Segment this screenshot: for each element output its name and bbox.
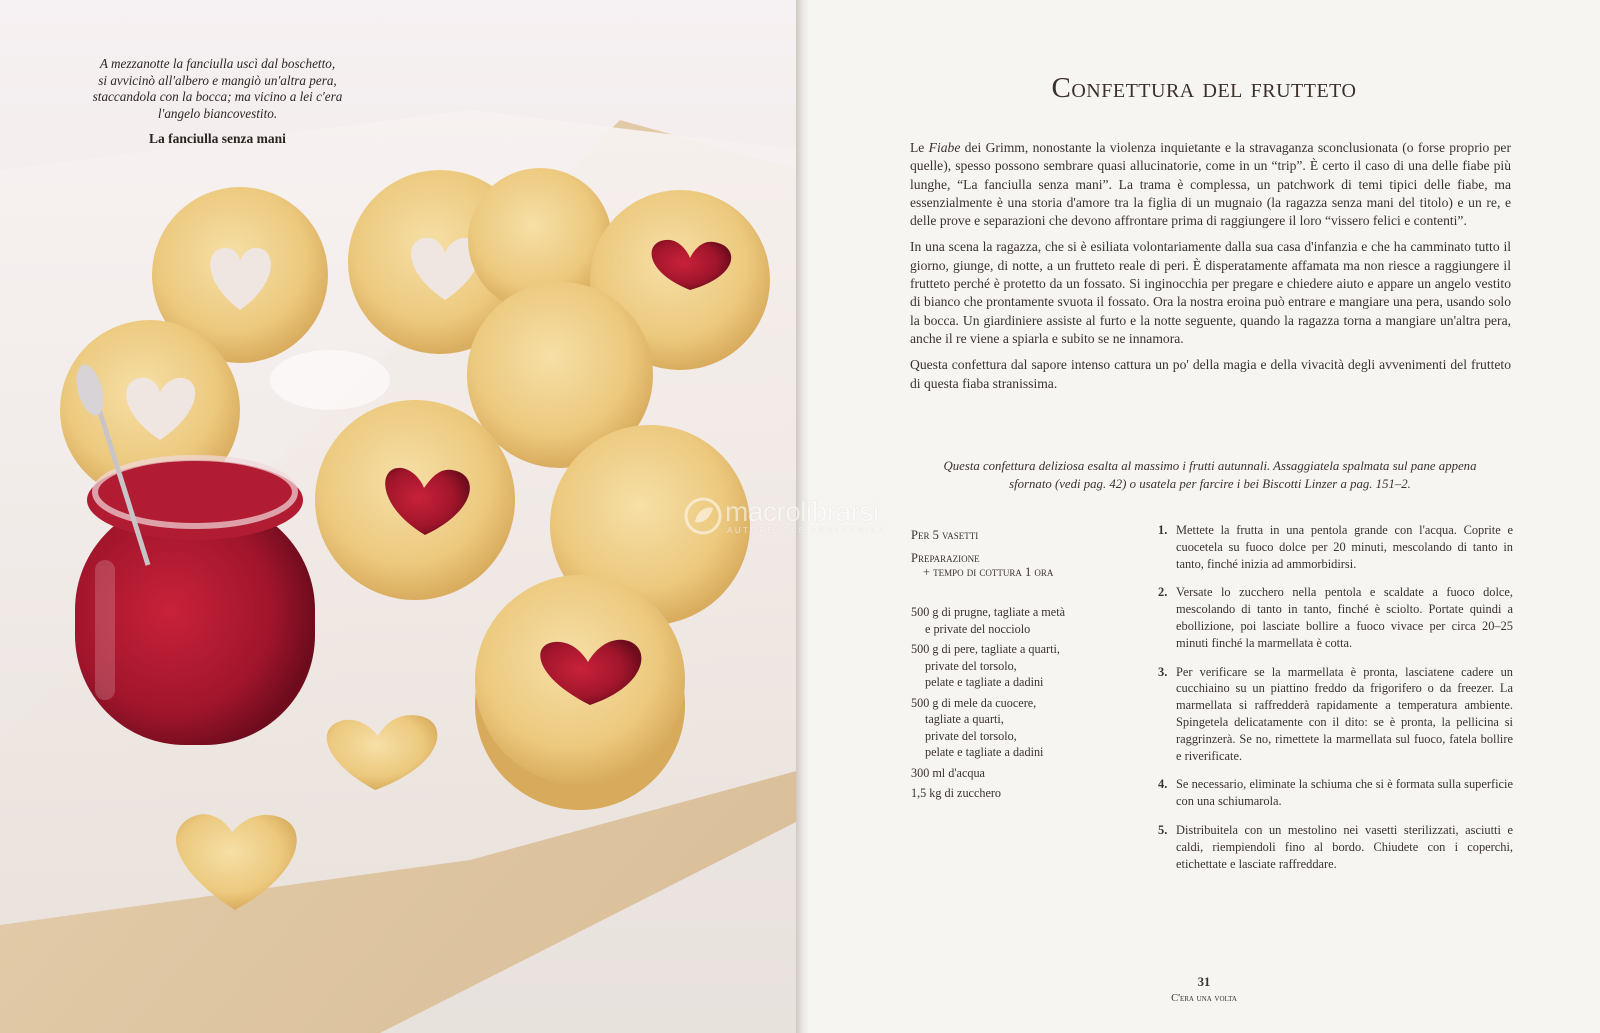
- intro-italic-word: Fiabe: [928, 140, 961, 155]
- ingredient-line: tagliate a quarti,: [925, 712, 1004, 726]
- step-number: 2.: [1158, 585, 1168, 600]
- ingredient-line: private del torsolo,: [925, 728, 1017, 743]
- epigraph-line: staccandola con la bocca; ma vicino a lei c'era: [92, 89, 343, 104]
- ingredient-list: [911, 604, 1131, 806]
- ingredient-line: 300 ml d'acqua: [911, 765, 985, 780]
- ingredient-line: private del torsolo,: [925, 658, 1017, 673]
- ingredient-line: 500 g di prugne, tagliate a metà: [911, 605, 1065, 619]
- ingredient-line: 1,5 kg di zucchero: [911, 786, 1002, 800]
- list-item: [1158, 776, 1513, 810]
- step-text: Mettete la frutta in una pentola grande con l'acqua. Coprite e cuocetela su fuoco dolce per 20 minuti, mescolando di tanto in tanto, finché inizia ad ammorbidirsi.: [1176, 523, 1513, 571]
- list-item: [911, 765, 1131, 782]
- ingredient-line: 500 g di mele da cuocere,: [911, 695, 1037, 710]
- list-item: [1158, 664, 1513, 765]
- step-number: 4.: [1158, 777, 1168, 792]
- ingredient-line: pelate e tagliate a dadini: [925, 675, 1044, 689]
- step-text: Per verificare se la marmellata è pronta, lasciatene cadere un cucchiaino su un piattino freddo da frigorifero o da freezer. La marmellata si raffredderà rapidamente a temperatura ambiente. Spingetela delicatamente con il dito: se è pronta, la pellicina si raggrinzerà. Se no, rimettete la marmellata sul fuoco, fatela bollire e riverificate.: [1176, 664, 1513, 763]
- recipe-yield: Per 5 vasetti: [911, 528, 979, 542]
- list-item: [911, 695, 1131, 761]
- epigraph-line: si avvicinò all'albero e mangiò un'altra pera,: [98, 72, 337, 88]
- intro-text: Le: [910, 140, 929, 155]
- intro-paragraph: [910, 139, 1511, 230]
- epigraph: [70, 56, 365, 147]
- leaf-logo-icon: [683, 496, 723, 536]
- prep-time: + tempo di cottura 1 ora: [923, 565, 1054, 579]
- step-number: 1.: [1158, 523, 1168, 537]
- ingredient-line: 500 g di pere, tagliate a quarti,: [911, 642, 1060, 656]
- running-head: C'era una volta: [1171, 993, 1237, 1004]
- watermark-text: macrolibrarsi: [725, 496, 879, 527]
- list-item: [911, 785, 1131, 802]
- intro-paragraph: In una scena la ragazza, che si è esiliata volontariamente dalla sua casa d'infanzia e che ha camminato tutto il giorno, giunge, di notte, a un frutteto reale di peri. È disperatamente affamata ma non riesce a raggiungere il frutteto perché è protetto da un fossato. Si inginocchia per pregare e chiedere aiuto e appare un angelo vestito di bianco che prontamente svuota il fossato. Ora la nostra eroina può entrare e mangiare una pera, usando solo la bocca. Un giardiniere assiste al furto e la notte seguente, quando la ragazza torna a mangiare un'altra pera, anche il re viene a spiarla e subito se ne innamora.: [910, 239, 1511, 346]
- list-item: [1158, 822, 1513, 872]
- recipe-title: Confettura del frutteto: [1051, 72, 1357, 104]
- list-item: [911, 641, 1131, 691]
- step-number: 5.: [1158, 822, 1168, 837]
- recipe-intro: [910, 139, 1511, 401]
- epigraph-text: [70, 56, 365, 122]
- list-item: [1158, 584, 1513, 651]
- epigraph-source: La fanciulla senza mani: [149, 131, 286, 146]
- list-item: [1158, 522, 1513, 572]
- ingredient-line: e private del nocciolo: [925, 621, 1031, 636]
- intro-paragraph: Questa confettura dal sapore intenso cattura un po' della magia e della vivacità degli avvenimenti del frutteto di questa fiaba stranissima.: [910, 357, 1511, 391]
- epigraph-line: l'angelo biancovestito.: [157, 105, 278, 121]
- prep-label: Preparazione: [911, 551, 980, 565]
- method-steps: [1158, 522, 1513, 884]
- recipe-note: Questa confettura deliziosa esalta al massimo i frutti autunnali. Assaggiatela spalmata sul pane appena sfornato (vedi pag. 42) o usatela per farcire i bei Biscotti Linzer a pag. 151–2.: [943, 459, 1477, 491]
- step-text: Distribuitela con un mestolino nei vasetti sterilizzati, asciutti e caldi, riempiendoli fino al bordo. Chiudete con i coperchi, etichettate e lasciate raffreddare.: [1176, 822, 1513, 871]
- step-number: 3.: [1158, 664, 1168, 679]
- step-text: Se necessario, eliminate la schiuma che si è formata sulla superficie con una schiumarola.: [1176, 777, 1513, 809]
- recipe-prep: [911, 551, 1131, 579]
- watermark: [683, 496, 933, 540]
- list-item: [911, 604, 1131, 637]
- page-number: 31: [1197, 975, 1211, 989]
- epigraph-line: A mezzanotte la fanciulla uscì dal boschetto,: [99, 56, 336, 71]
- recipe-meta: [911, 528, 1131, 588]
- step-text: Versate lo zucchero nella pentola e scaldate a fuoco dolce, mescolando di tanto in tanto, finché è sciolto. Portate quindi a ebollizione, poi lasciate bollire a fuoco vivace per circa 20–25 minuti finché la marmellata è cotta.: [1176, 585, 1513, 650]
- ingredient-line: pelate e tagliate a dadini: [925, 745, 1044, 759]
- intro-text: dei Grimm, nonostante la violenza inquietante e la stravaganza sconclusionata (o forse proprio per quelle), spesso possono sembrare quasi allucinatorie, come in un “trip”. È certo il caso di una delle fiabe più lunghe, “La fanciulla senza mani”. La trama è complessa, un patchwork di temi tipici delle fiabe, ma essenzialmente è una storia d'amore tra la figlia di un mugnaio (la ragazza senza mani del titolo) e un re, e delle prove e separazioni che devono affrontare prima di raggiungere il loro “vissero felici e contenti”.: [910, 140, 1511, 229]
- watermark-subtext: AUTOREVOLE FRATERNITÀ: [727, 526, 886, 535]
